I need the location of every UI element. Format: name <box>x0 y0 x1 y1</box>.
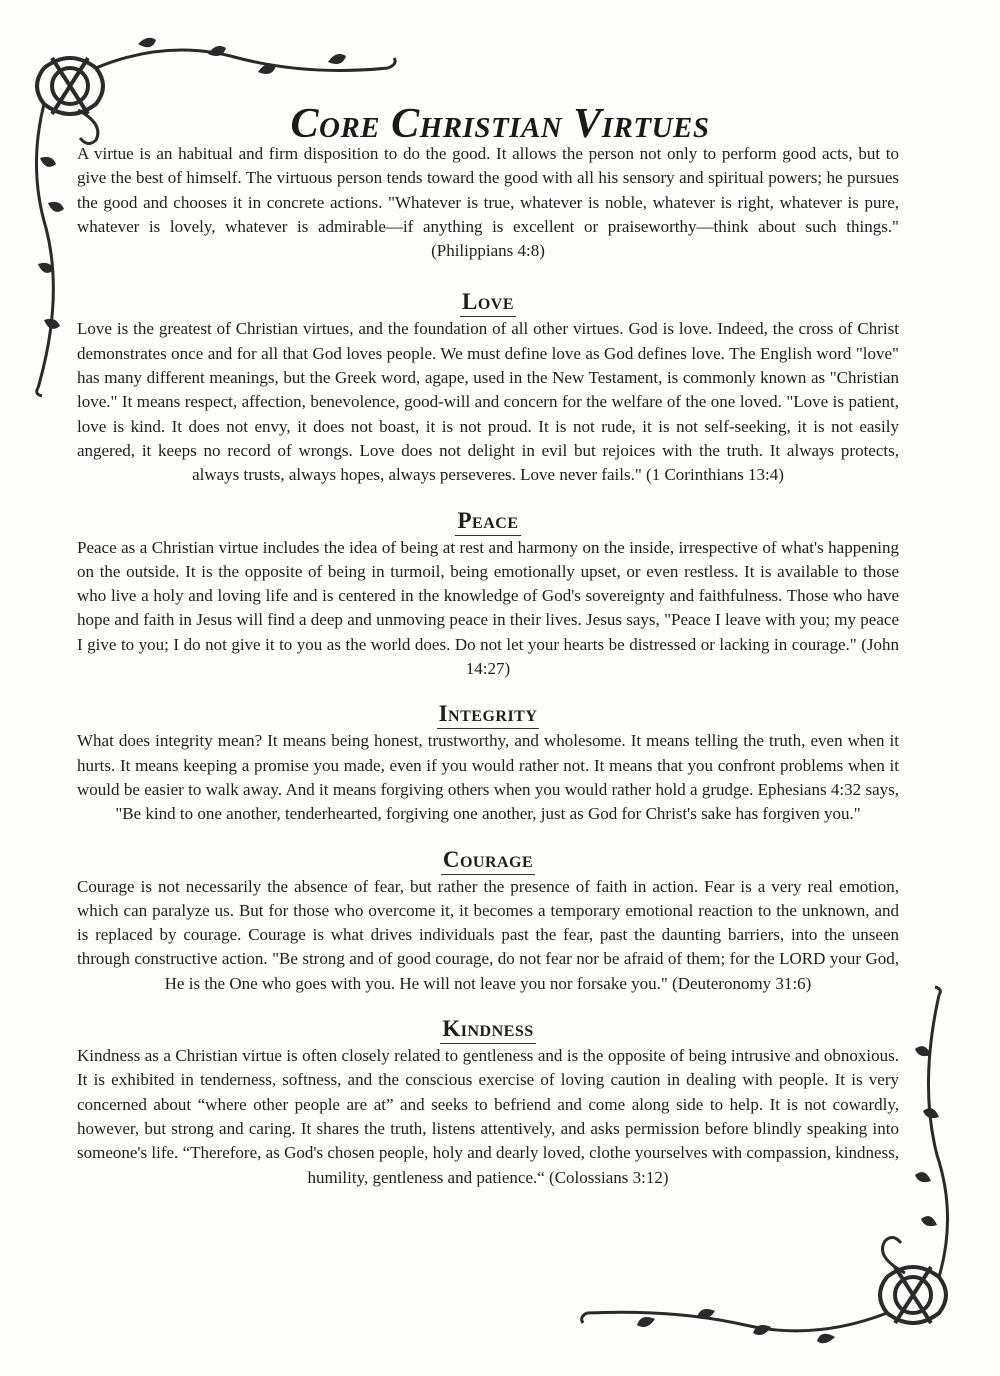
intro-paragraph: A virtue is an habitual and firm disposition to do the good. It allows the person not only to perform good acts, but to give the best of himself. The virtuous person tends toward the good with all his sensory and spiritual powers; he pursues the good and chooses it in concrete actions. "Whatever is true, whatever is noble, whatever is right, whatever is pure, whatever is lovely, whatever is admirable—if anything is excellent or praiseworthy—think about such things." (Philippians 4:8) <box>77 144 899 261</box>
section-body-integrity: What does integrity mean? It means being honest, trustworthy, and wholesome. It means telling the truth, even when it hurts. It means keeping a promise you made, even if you would rather not. It means that you confront problems when it would be easier to walk away. And it means forgiving others when you would rather hold a grudge. Ephesians 4:32 says, "Be kind to one another, tenderhearted, forgiving one another, just as God for Christ's sake has forgiven you." <box>77 731 899 824</box>
page-title: Core Christian Virtues <box>290 101 710 148</box>
section-heading-kindness: Kindness <box>77 1016 899 1044</box>
section-body-love: Love is the greatest of Christian virtues, and the foundation of all other virtues. God is love. Indeed, the cross of Christ demonstrates once and for all that God loves people. We must define love as God defines love. The English word "love" has many different meanings, but the Greek word, agape, used in the New Testament, is commonly known as "Christian love." It means respect, affection, benevolence, good-will and concern for the welfare of the one loved. "Love is patient, love is kind. It does not envy, it does not boast, it is not proud. It is not rude, it is not self-seeking, it is not easily angered, it keeps no record of wrongs. Love does not delight in evil but rejoices with the truth. It always protects, always trusts, always hopes, always perseveres. Love never fails." (1 Corinthians 13:4) <box>77 319 899 485</box>
section-body-peace: Peace as a Christian virtue includes the idea of being at rest and harmony on the inside, irrespective of what's happening on the outside. It is the opposite of being in turmoil, being emotionally upset, or even restless. It is available to those who live a holy and loving life and is centered in the knowledge of God's sovereignty and faithfulness. Those who have hope and faith in Jesus will find a deep and unmoving peace in their lives. Jesus says, "Peace I leave with you; my peace I give to you; I do not give it to you as the world does. Do not let your hearts be distressed or lacking in courage." (John 14:27) <box>77 537 899 679</box>
section-body-kindness: Kindness as a Christian virtue is often closely related to gentleness and is the opposite of being intrusive and obnoxious. It is exhibited in tenderness, softness, and the conscious exercise of loving caution in dealing with people. It is very concerned about “where other people are at” and seeks to befriend and come along side to help. It is not cowardly, however, but strong and caring. It shares the truth, listens attentively, and asks permission before blindly speaking into someone's life. “Therefore, as God's chosen people, holy and dearly loved, clothe yourselves with compassion, kindness, humility, gentleness and patience.“ (Colossians 3:12) <box>77 1046 899 1187</box>
section-heading-courage: Courage <box>77 847 899 875</box>
section-body-courage: Courage is not necessarily the absence of fear, but rather the presence of faith in action. Fear is a very real emotion, which can paralyze us. But for those who overcome it, it becomes a temporary emotional reaction to the unknown, and is replaced by courage. Courage is what drives individuals past the fear, past the daunting barriers, into the unseen through constructive action. "Be strong and of good courage, do not fear nor be afraid of them; for the LORD your God, He is the One who goes with you. He will not leave you nor forsake you." (Deuteronomy 31:6) <box>77 876 899 993</box>
section-heading-integrity: Integrity <box>77 701 899 729</box>
section-heading-love: Love <box>77 289 899 317</box>
document-body <box>77 142 899 1190</box>
section-heading-peace: Peace <box>77 508 899 536</box>
